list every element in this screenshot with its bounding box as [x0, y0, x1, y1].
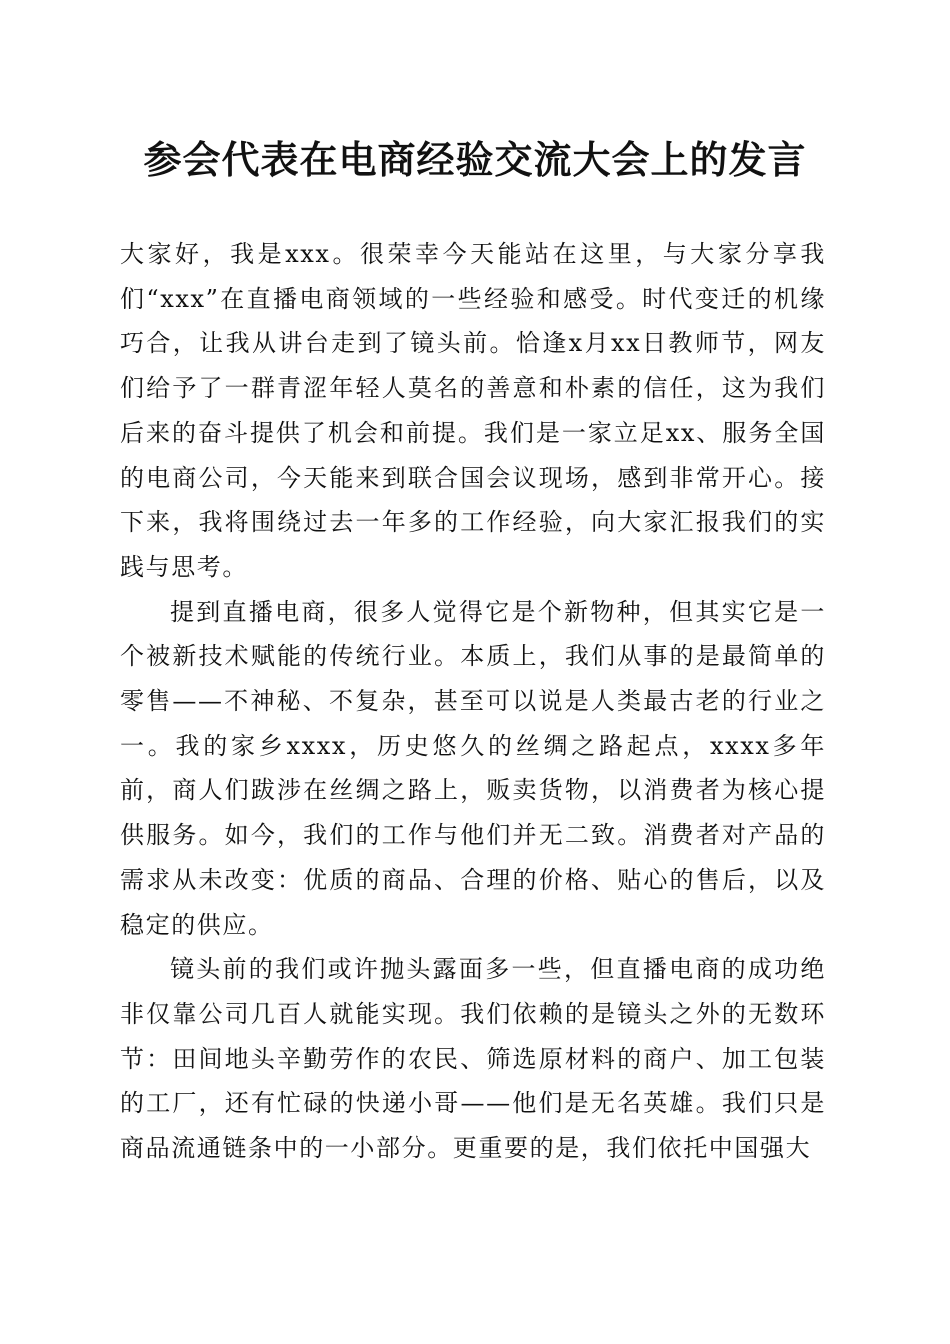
document-body	[120, 232, 826, 1171]
paragraph-3: 镜头前的我们或许抛头露面多一些，但直播电商的成功绝非仅靠公司几百人就能实现。我们依赖的是镜头之外的无数环节：田间地头辛勤劳作的农民、筛选原材料的商户、加工包装的工厂，还有忙碌的快递小哥——他们是无名英雄。我们只是商品流通链条中的一小部分。更重要的是，我们依托中国强大	[120, 955, 826, 1163]
paragraph-2: 提到直播电商，很多人觉得它是个新物种，但其实它是一个被新技术赋能的传统行业。本质上，我们从事的是最简单的零售——不神秘、不复杂，甚至可以说是人类最古老的行业之一。我的家乡xxxx，历史悠久的丝绸之路起点，xxxx多年前，商人们跋涉在丝绸之路上，贩卖货物，以消费者为核心提供服务。如今，我们的工作与他们并无二致。消费者对产品的需求从未改变：优质的商品、合理的价格、贴心的售后，以及稳定的供应。	[120, 597, 826, 939]
document-title: 参会代表在电商经验交流大会上的发言	[143, 137, 807, 182]
paragraph-1: 大家好，我是xxx。很荣幸今天能站在这里，与大家分享我们“xxx”在直播电商领域的一些经验和感受。时代变迁的机缘巧合，让我从讲台走到了镜头前。恰逢x月xx日教师节，网友们给予了一群青涩年轻人莫名的善意和朴素的信任，这为我们后来的奋斗提供了机会和前提。我们是一家立足xx、服务全国的电商公司，今天能来到联合国会议现场，感到非常开心。接下来，我将围绕过去一年多的工作经验，向大家汇报我们的实践与思考。	[120, 240, 826, 581]
